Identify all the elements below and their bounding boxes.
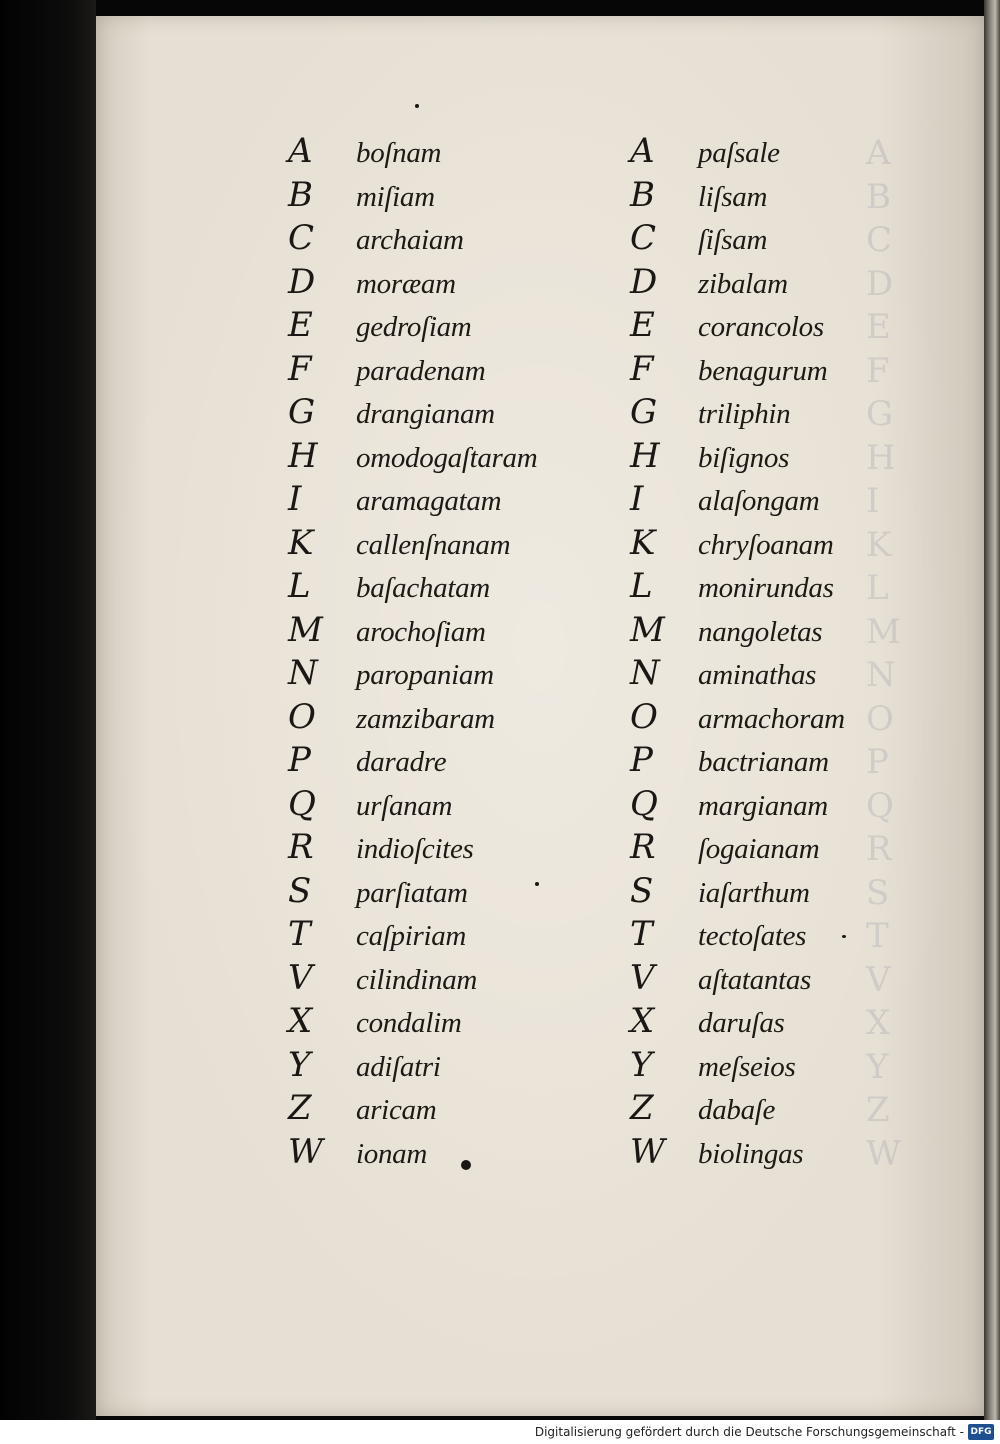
entry-word: adiſatri [356,1050,441,1083]
entry-word: condalim [356,1007,462,1039]
alphabet-entry [288,826,608,870]
alphabet-entry [288,565,608,609]
alphabet-entry [630,783,910,827]
show-through-letter: G [866,394,900,434]
alphabet-entry [630,652,910,696]
entry-word: ſogaianam [698,833,820,865]
entry-word: paſsale [698,137,780,169]
entry-letter: H [288,435,318,476]
alphabet-entry [288,174,608,218]
ink-speck [535,882,539,886]
alphabet-entry [288,1044,608,1088]
footer-credit: Digitalisierung gefördert durch die Deutsche Forschungsgemeinschaft - [534,1425,964,1439]
alphabet-entry [630,217,910,261]
alphabet-entry [630,261,910,305]
entry-word: monirundas [698,572,834,604]
entry-word: alaſongam [698,485,820,517]
alphabet-entry [288,739,608,783]
entry-letter: Z [630,1088,654,1128]
alphabet-entry [630,957,910,1001]
entry-word: parſiatam [356,876,468,909]
entry-letter: E [288,305,313,345]
entry-letter: W [288,1131,323,1172]
show-through-letter: Z [866,1090,896,1130]
entry-letter: K [288,522,314,563]
entry-letter: B [288,174,313,215]
entry-word: iaſarthum [698,876,810,909]
entry-word: benagurum [698,354,828,387]
alphabet-entry [630,348,910,392]
entry-word: dabaſe [698,1094,776,1126]
entry-word: bactrianam [698,746,829,778]
entry-word: liſsam [698,180,768,213]
entry-letter: M [630,609,665,650]
alphabet-entry [288,870,608,914]
alphabet-entry [630,130,910,174]
entry-letter: P [630,740,653,780]
entry-letter: A [630,131,655,171]
entry-letter: I [630,479,644,519]
entry-letter: C [630,218,657,258]
show-through-letter: D [866,263,900,304]
alphabet-entry [288,348,608,392]
entry-letter: T [288,914,311,954]
entry-letter: Y [630,1044,653,1085]
alphabet-entry [288,304,608,348]
alphabet-entry [630,1044,910,1088]
entry-word: ionam [356,1137,428,1170]
entry-letter: Q [630,783,658,824]
entry-letter: F [630,348,654,389]
entry-letter: A [288,131,313,171]
alphabet-entry [630,1131,910,1175]
show-through-letter: R [866,829,898,869]
alphabet-entry [630,304,910,348]
entry-letter: S [288,870,312,911]
alphabet-entry [630,826,910,870]
entry-letter: V [630,957,655,998]
entry-letter: B [630,174,655,215]
alphabet-entry [630,478,910,522]
entry-letter: R [630,827,656,867]
entry-letter: R [288,827,314,867]
ink-speck [842,935,846,938]
show-through-letter: O [866,698,900,739]
entry-word: callenſnanam [356,528,511,561]
alphabet-entry [630,174,910,218]
entry-word: indioſcites [356,833,474,865]
footer-bar [0,1420,1000,1444]
show-through-letter: B [866,176,897,217]
entry-word: triliphin [698,398,791,430]
show-through-letter: Q [866,785,900,826]
alphabet-entry [288,130,608,174]
show-through-letter: I [866,481,886,521]
alphabet-entry [288,217,608,261]
alphabet-entry [288,435,608,479]
show-through-letter: W [866,1133,907,1174]
dfg-logo-icon[interactable]: DFG [968,1424,994,1440]
show-through-letter: Y [866,1046,895,1087]
entry-word: boſnam [356,137,442,169]
show-through-letter: C [866,220,899,260]
alphabet-entry [630,522,910,566]
alphabet-entry [630,391,910,435]
entry-letter: N [630,653,660,693]
entry-letter: F [288,348,312,389]
entry-word: arochoſiam [356,615,486,648]
entry-word: daruſas [698,1007,785,1039]
entry-letter: C [288,218,315,258]
entry-word: zamzibaram [356,702,495,735]
entry-word: corancolos [698,311,824,343]
show-through-letter: F [866,350,896,391]
entry-word: aſtatantas [698,963,812,996]
entry-word: aricam [356,1094,437,1126]
entry-letter: L [630,566,653,606]
alphabet-entry [630,870,910,914]
entry-word: margianam [698,789,828,822]
entry-letter: T [630,914,653,954]
alphabet-entry [630,609,910,653]
show-through-letter: T [866,916,895,956]
entry-letter: Y [288,1044,311,1085]
left-alphabet-column [288,130,608,1174]
entry-word: paropaniam [356,659,494,691]
entry-word: daradre [356,746,447,778]
entry-word: biſignos [698,441,790,474]
alphabet-entry [288,957,608,1001]
entry-letter: G [630,392,658,432]
entry-letter: D [630,261,658,302]
alphabet-entry [288,1087,608,1131]
entry-letter: X [630,1001,655,1041]
show-through-letter: N [866,655,902,695]
alphabet-entry [630,435,910,479]
ink-dot [461,1160,471,1170]
show-through-letter: X [866,1003,897,1043]
show-through-letter: L [866,568,895,608]
right-alphabet-column [630,130,910,1174]
entry-letter: W [630,1131,665,1172]
alphabet-entry [288,652,608,696]
alphabet-entry [288,913,608,957]
entry-letter: O [288,696,316,737]
entry-letter: H [630,435,660,476]
alphabet-entry [288,478,608,522]
alphabet-entry [288,783,608,827]
entry-letter: X [288,1001,313,1041]
alphabet-entry [288,1131,608,1175]
alphabet-entry [630,1000,910,1044]
show-through-letter: H [866,437,902,478]
show-through-letter: P [866,742,895,782]
entry-word: omodogaſtaram [356,441,538,474]
show-through-letter: E [866,307,897,347]
alphabet-entry [288,609,608,653]
entry-letter: Q [288,783,316,824]
entry-word: cilindinam [356,963,478,996]
entry-word: zibalam [698,267,788,300]
alphabet-entry [630,913,910,957]
entry-letter: N [288,653,318,693]
entry-letter: Z [288,1088,312,1128]
show-through-letter: M [866,611,907,652]
entry-word: tectoſates [698,920,807,952]
entry-word: moræam [356,267,456,300]
entry-word: drangianam [356,398,495,430]
entry-word: caſpiriam [356,920,467,952]
page-edge [984,0,1000,1420]
entry-word: archaiam [356,224,464,256]
entry-word: armachoram [698,702,845,735]
entry-word: aminathas [698,659,817,691]
show-through-letter: K [866,524,898,565]
alphabet-entry [288,1000,608,1044]
show-through-letter: V [866,959,897,1000]
entry-word: miſiam [356,180,435,213]
entry-word: gedroſiam [356,311,472,343]
alphabet-entry [630,696,910,740]
alphabet-entry [288,522,608,566]
entry-letter: I [288,479,302,519]
entry-word: aramagatam [356,485,502,517]
entry-letter: L [288,566,311,606]
entry-word: ſiſsam [698,224,768,256]
alphabet-entry [288,391,608,435]
alphabet-entry [630,565,910,609]
ink-speck [415,104,419,108]
alphabet-entry [288,261,608,305]
entry-word: biolingas [698,1137,804,1170]
entry-letter: G [288,392,316,432]
entry-word: urſanam [356,789,453,822]
entry-letter: D [288,261,316,302]
entry-word: meſseios [698,1050,796,1083]
show-through-letter: S [866,872,896,913]
entry-letter: M [288,609,323,650]
book-gutter-shadow [0,0,96,1420]
entry-word: baſachatam [356,572,490,604]
alphabet-entry [630,739,910,783]
entry-letter: V [288,957,313,998]
show-through-letter: A [866,133,897,173]
entry-letter: E [630,305,655,345]
entry-letter: K [630,522,656,563]
entry-letter: S [630,870,654,911]
entry-letter: P [288,740,311,780]
entry-word: nangoletas [698,615,823,648]
entry-word: chryſoanam [698,528,834,561]
alphabet-entry [630,1087,910,1131]
alphabet-entry [288,696,608,740]
entry-word: paradenam [356,354,486,387]
entry-letter: O [630,696,658,737]
